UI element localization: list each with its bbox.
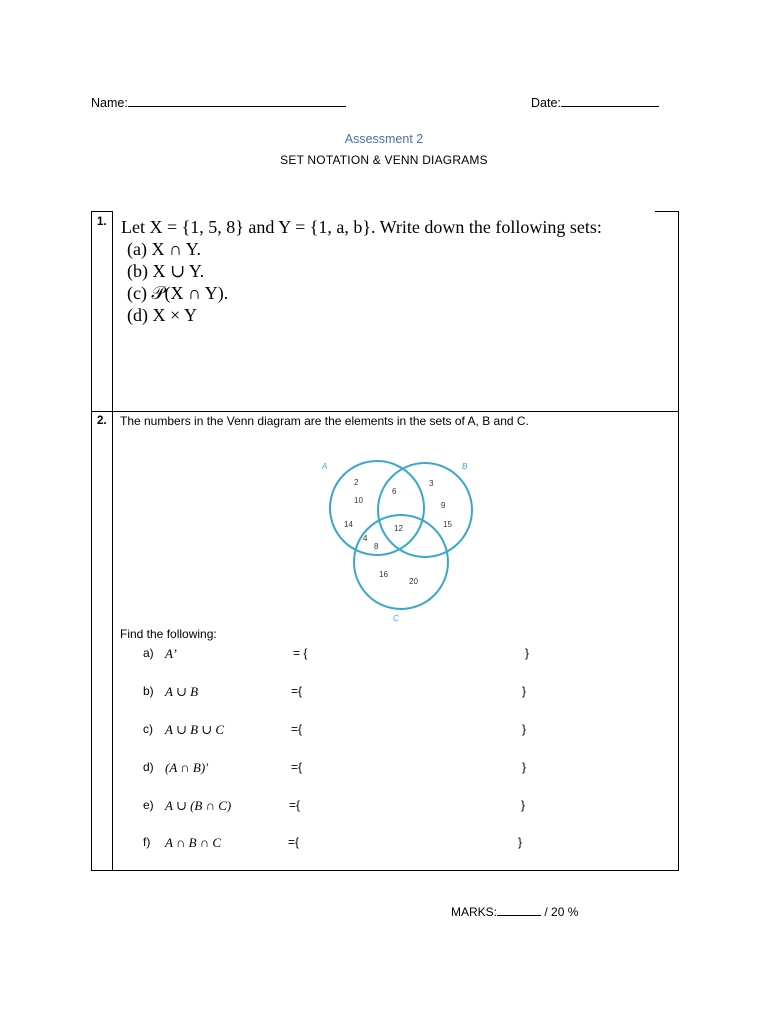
find-the-following-label: Find the following: xyxy=(120,627,217,641)
part-equals-open: ={ xyxy=(291,722,303,736)
part-close-brace: } xyxy=(521,798,526,812)
question-1-item-c: (c) 𝒫(X ∩ Y). xyxy=(127,283,229,303)
part-equals-open: = { xyxy=(293,646,308,660)
venn-number: 6 xyxy=(392,487,397,496)
venn-number: 12 xyxy=(394,524,403,533)
part-expression: A ∪ B ∪ C xyxy=(165,722,225,737)
part-close-brace: } xyxy=(518,835,523,849)
table-row-divider xyxy=(91,411,679,412)
venn-number: 14 xyxy=(344,520,353,529)
part-equals-open: ={ xyxy=(291,760,303,774)
question-2-number: 2. xyxy=(97,415,107,427)
part-label: d) xyxy=(143,760,154,774)
part-expression: A ∩ B ∩ C xyxy=(165,835,222,850)
part-row-c xyxy=(0,722,768,738)
venn-number: 16 xyxy=(379,570,388,579)
date-blank-line[interactable] xyxy=(561,95,659,107)
part-label: e) xyxy=(143,798,154,812)
marks-total: / 20 % xyxy=(544,905,579,919)
question-1-item-d: (d) X × Y xyxy=(127,305,197,325)
part-expression: (A ∩ B)′ xyxy=(165,760,209,775)
question-1-body xyxy=(121,216,602,326)
venn-label-c: C xyxy=(393,614,399,623)
part-row-a xyxy=(0,646,768,662)
venn-number: 3 xyxy=(429,479,434,488)
table-bottom-border xyxy=(91,870,679,871)
venn-number: 2 xyxy=(354,478,359,487)
venn-diagram xyxy=(310,452,490,627)
table-top-border-left xyxy=(91,211,113,212)
part-expression: A’ xyxy=(165,646,177,661)
venn-circle-b xyxy=(378,463,472,557)
marks-blank-line[interactable] xyxy=(497,905,541,916)
part-close-brace: } xyxy=(525,646,530,660)
question-2-text: The numbers in the Venn diagram are the elements in the sets of A, B and C. xyxy=(120,414,529,428)
question-1-item-a: (a) X ∩ Y. xyxy=(127,239,201,259)
marks-field[interactable] xyxy=(451,905,578,919)
part-expression: A ∪ B xyxy=(165,684,199,699)
date-field[interactable] xyxy=(531,95,659,110)
part-label: a) xyxy=(143,646,154,660)
venn-number: 10 xyxy=(354,496,363,505)
venn-number: 4 xyxy=(363,534,368,543)
part-close-brace: } xyxy=(522,722,527,736)
part-label: f) xyxy=(143,835,151,849)
part-equals-open: ={ xyxy=(288,835,300,849)
venn-label-b: B xyxy=(462,462,468,471)
table-top-border-right xyxy=(655,211,679,212)
part-close-brace: } xyxy=(522,760,527,774)
name-label: Name: xyxy=(91,96,128,110)
question-1-item-b: (b) X ∪ Y. xyxy=(127,261,205,281)
marks-label: MARKS: xyxy=(451,905,498,919)
question-1-intro: Let X = {1, 5, 8} and Y = {1, a, b}. Write down the following sets: xyxy=(121,217,602,237)
venn-number: 9 xyxy=(441,501,446,510)
part-row-e xyxy=(0,798,768,814)
venn-circle-a xyxy=(330,461,424,555)
part-close-brace: } xyxy=(522,684,527,698)
part-equals-open: ={ xyxy=(291,684,303,698)
venn-number: 15 xyxy=(443,520,452,529)
date-label: Date: xyxy=(531,96,561,110)
part-label: c) xyxy=(143,722,153,736)
part-row-b xyxy=(0,684,768,700)
venn-number: 8 xyxy=(374,542,379,551)
part-row-f xyxy=(0,835,768,851)
question-1-number: 1. xyxy=(97,216,107,228)
part-label: b) xyxy=(143,684,154,698)
assessment-title: Assessment 2 xyxy=(344,132,424,146)
venn-number: 20 xyxy=(409,577,418,586)
venn-label-a: A xyxy=(322,462,328,471)
name-blank-line[interactable] xyxy=(128,95,346,107)
part-equals-open: ={ xyxy=(289,798,301,812)
part-row-d xyxy=(0,760,768,776)
name-field[interactable] xyxy=(91,95,346,110)
part-expression: A ∪ (B ∩ C) xyxy=(165,798,232,813)
page-subtitle: SET NOTATION & VENN DIAGRAMS xyxy=(280,153,488,167)
